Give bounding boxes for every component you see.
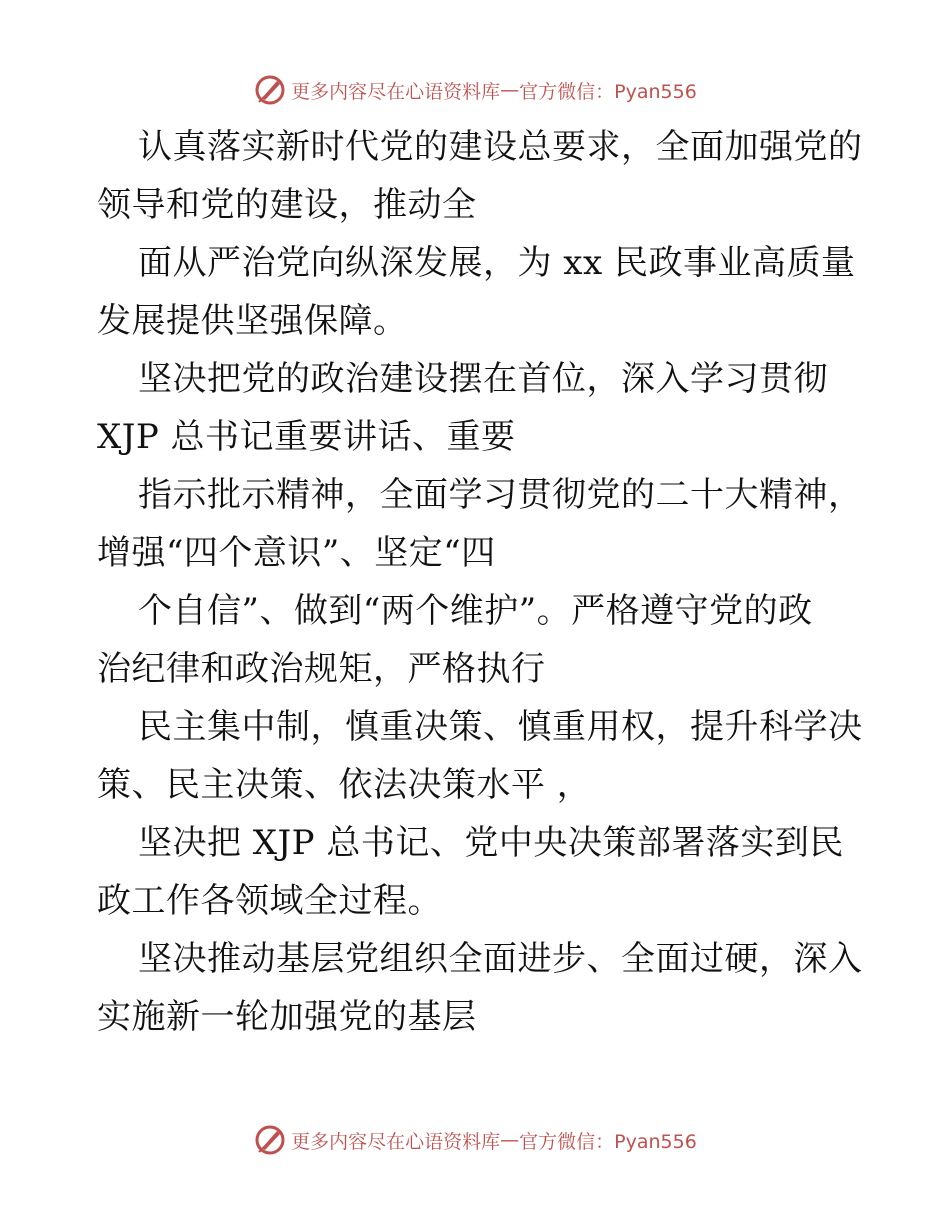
banner-dash: — <box>500 79 520 101</box>
banner-text-left: 更多内容尽在心语资料库 <box>291 1130 501 1153</box>
body-line: 增强“四个意识”、坚定“四 <box>97 533 496 573</box>
footer-banner <box>0 1120 950 1160</box>
body-line: XJP 总书记重要讲话、重要 <box>97 417 516 457</box>
banner-text-left: 更多内容尽在心语资料库 <box>291 80 501 103</box>
body-line: 领导和党的建设，推动全 <box>97 185 477 225</box>
quill-pen-logo-icon <box>253 1123 287 1157</box>
body-line: 治纪律和政治规矩，严格执行 <box>97 649 546 689</box>
banner-dash: — <box>500 1129 520 1151</box>
body-line: 认真落实新时代党的建设总要求，全面加强党的 <box>138 127 863 167</box>
body-line: 发展提供坚强保障。 <box>97 301 408 341</box>
body-line: 坚决把党的政治建设摆在首位，深入学习贯彻 <box>138 359 828 399</box>
body-line: 实施新一轮加强党的基层 <box>97 997 477 1037</box>
body-line: 政工作各领域全过程。 <box>97 881 442 921</box>
banner-text-right: 官方微信：Pyan556 <box>519 1130 697 1153</box>
body-line: 民主集中制，慎重决策、慎重用权，提升科学决 <box>138 707 863 747</box>
document-body <box>97 118 863 1046</box>
header-banner <box>0 70 950 110</box>
quill-pen-logo-icon <box>253 73 287 107</box>
body-line: 个自信”、做到“两个维护”。严格遵守党的政 <box>138 591 813 631</box>
body-line: 坚决推动基层党组织全面进步、全面过硬，深入 <box>138 939 863 979</box>
body-line: 策、民主决策、依法决策水平 ， <box>97 765 592 805</box>
body-line: 面从严治党向纵深发展，为 xx 民政事业高质量 <box>138 243 856 283</box>
body-line: 坚决把 XJP 总书记、党中央决策部署落实到民 <box>138 823 844 863</box>
body-line: 指示批示精神，全面学习贯彻党的二十大精神， <box>138 475 863 515</box>
banner-text-right: 官方微信：Pyan556 <box>519 80 697 103</box>
